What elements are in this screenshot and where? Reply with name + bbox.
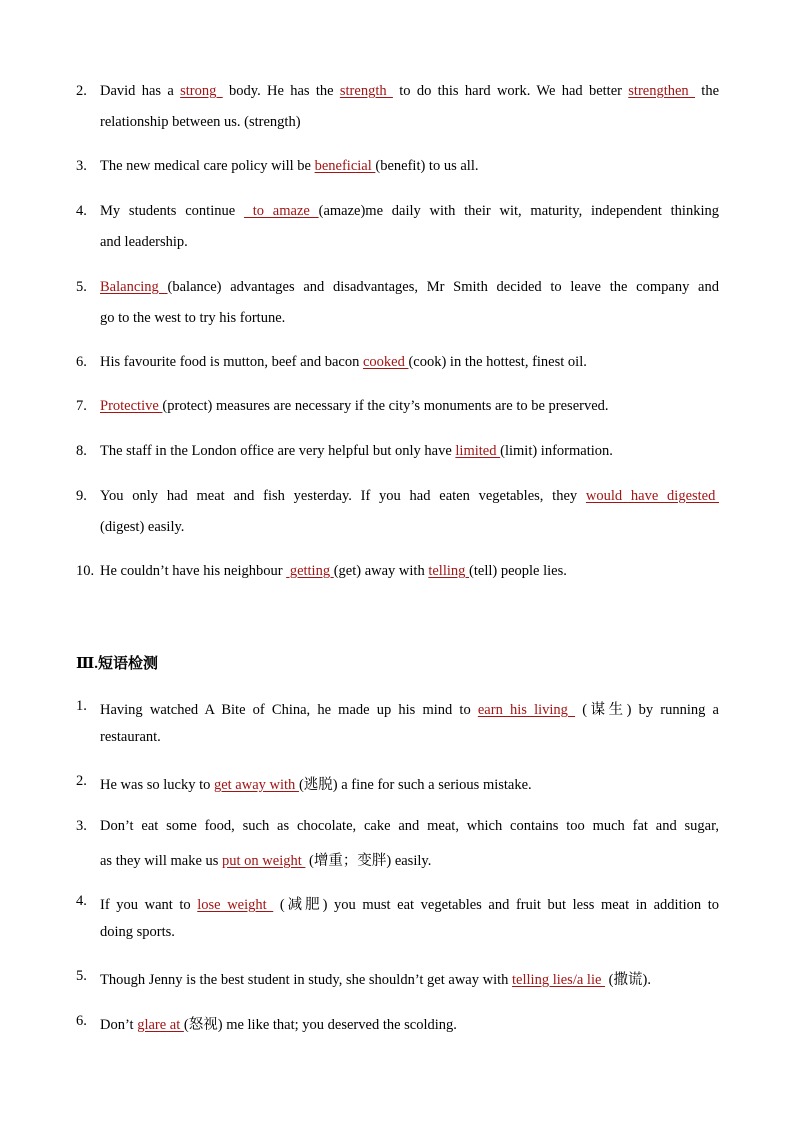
item-number: 3. (76, 818, 87, 834)
item-line (100, 488, 719, 505)
item-number: 2. (76, 773, 87, 789)
item-line (100, 203, 719, 220)
item-line (100, 310, 719, 327)
answer-blank: strength (339, 83, 393, 99)
question-text: to do this hard work. We had better (392, 83, 629, 99)
answer-blank: glare at (137, 1017, 184, 1033)
item-number: 6. (76, 1013, 87, 1029)
answer-blank: telling (428, 563, 470, 579)
item-number: 8. (76, 443, 87, 459)
question-text: The staff in the London office are very helpful but only have (100, 443, 456, 459)
question-text: (get) away with (333, 563, 429, 579)
item-line (100, 563, 719, 580)
answer-blank: lose weight (197, 897, 274, 913)
answer-blank: limited (455, 443, 501, 459)
question-text: Don’t eat some food, such as chocolate, cake and meat, which contains too much fat and sugar, (100, 818, 719, 834)
answer-blank: Protective (100, 398, 163, 414)
item-number: 10. (76, 563, 95, 579)
answer-blank: beneficial (314, 158, 376, 174)
question-text: (balance) advantages and disadvantages, Mr Smith decided to leave the company and (167, 279, 719, 295)
answer-blank: getting (286, 563, 334, 579)
answer-blank: to amaze (243, 203, 319, 219)
question-text: (protect) measures are necessary if the city’s monuments are to be preserved. (162, 398, 609, 414)
question-text: as they will make us (100, 853, 223, 869)
question-text: (谋生) by running a (575, 702, 719, 718)
item-number: 5. (76, 279, 87, 295)
question-text: (cook) in the hottest, finest oil. (408, 354, 587, 370)
question-text: He was so lucky to (100, 777, 214, 793)
item-line (100, 818, 719, 835)
item-line (100, 443, 719, 460)
question-text: David has a (100, 83, 181, 99)
item-number: 3. (76, 158, 87, 174)
item-number: 1. (76, 698, 87, 714)
item-number: 6. (76, 354, 87, 370)
item-line (100, 83, 719, 100)
question-text: the (695, 83, 720, 99)
answer-blank: strengthen (628, 83, 695, 99)
answer-blank: strong (180, 83, 223, 99)
item-line (100, 234, 719, 251)
item-number: 2. (76, 83, 87, 99)
item-line (100, 729, 719, 746)
question-text: (逃脱) a fine for such a serious mistake. (298, 777, 532, 793)
question-text: (tell) people lies. (469, 563, 567, 579)
item-line (100, 773, 719, 794)
question-text: (增重；变胖) easily. (305, 853, 432, 869)
answer-blank: get away with (213, 777, 299, 793)
answer-blank: telling lies/a lie (512, 972, 606, 988)
item-line (100, 398, 719, 415)
item-line (100, 924, 719, 941)
question-text: doing sports. (100, 924, 175, 940)
question-text: (amaze)me daily with their wit, maturity, independent thinking (318, 203, 719, 219)
question-text: relationship between us. (strength) (100, 114, 301, 130)
item-number: 4. (76, 893, 87, 909)
item-number: 5. (76, 968, 87, 984)
question-text: If you want to (100, 897, 198, 913)
answer-blank: earn his living (477, 702, 576, 718)
answer-blank: Balancing (100, 279, 168, 295)
question-text: His favourite food is mutton, beef and bacon (100, 354, 363, 370)
question-text: go to the west to try his fortune. (100, 310, 286, 326)
item-line (100, 519, 719, 536)
item-number: 4. (76, 203, 87, 219)
item-line (100, 849, 719, 870)
question-text: and leadership. (100, 234, 188, 250)
item-number: 9. (76, 488, 87, 504)
question-text: He couldn’t have his neighbour (100, 563, 287, 579)
answer-blank: cooked (362, 354, 409, 370)
item-number: 7. (76, 398, 87, 414)
question-text: restaurant. (100, 729, 161, 745)
item-line (100, 968, 719, 989)
section-title-phrases: Ⅲ.短语检测 (76, 656, 159, 672)
item-line (100, 114, 719, 131)
question-text: (digest) easily. (100, 519, 185, 535)
question-text: Don’t (100, 1017, 138, 1033)
answer-blank: put on weight (222, 853, 306, 869)
question-text: (撒谎). (605, 972, 651, 988)
question-text: (limit) information. (500, 443, 613, 459)
question-text: The new medical care policy will be (100, 158, 315, 174)
answer-blank: would have digested (585, 488, 719, 504)
item-line (100, 158, 719, 175)
question-text: My students continue (100, 203, 244, 219)
item-line (100, 279, 719, 296)
item-line (100, 354, 719, 371)
item-line (100, 893, 719, 914)
question-text: Having watched A Bite of China, he made up his mind to (100, 702, 478, 718)
question-text: (benefit) to us all. (375, 158, 479, 174)
item-line (100, 1013, 719, 1034)
question-text: Though Jenny is the best student in study, she shouldn’t get away with (100, 972, 513, 988)
question-text: (减肥) you must eat vegetables and fruit but less meat in addition to (273, 897, 720, 913)
question-text: You only had meat and fish yesterday. If you had eaten vegetables, they (100, 488, 586, 504)
item-line (100, 698, 719, 719)
question-text: (怒视) me like that; you deserved the scolding. (183, 1017, 457, 1033)
question-text: body. He has the (222, 83, 340, 99)
